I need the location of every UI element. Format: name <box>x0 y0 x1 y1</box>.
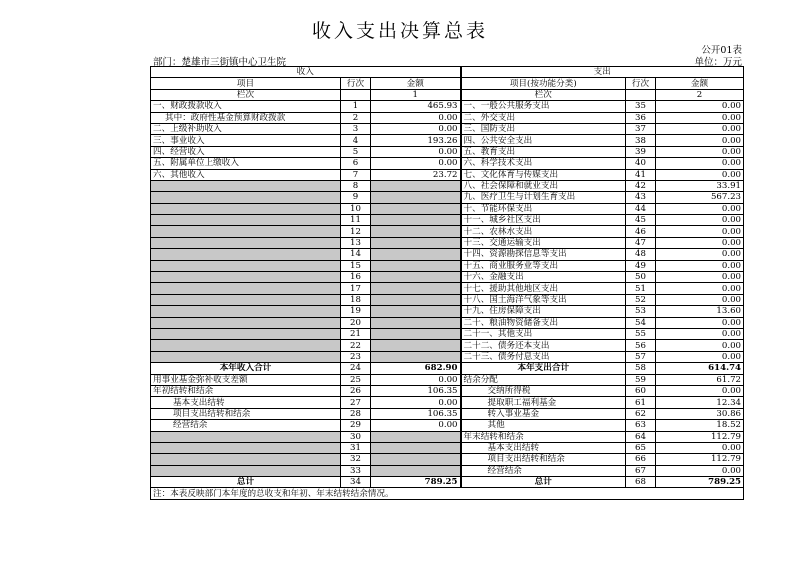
income-line-number: 2 <box>341 112 371 123</box>
income-line-number: 15 <box>341 260 371 271</box>
expense-line-number: 48 <box>626 249 656 260</box>
table-row <box>151 328 744 339</box>
income-amount <box>371 294 461 305</box>
expense-amount: 0.00 <box>656 283 744 294</box>
income-amount <box>371 454 461 465</box>
income-item-label <box>151 226 341 237</box>
income-item-label: 经营结余 <box>151 420 341 431</box>
table-row <box>151 454 744 465</box>
expense-item-label: 九、医疗卫生与计划生育支出 <box>461 192 626 203</box>
table-row <box>151 397 744 408</box>
income-item-label <box>151 340 341 351</box>
income-item-label <box>151 192 341 203</box>
expense-line-number: 64 <box>626 431 656 442</box>
income-item-label <box>151 283 341 294</box>
income-line-number: 13 <box>341 237 371 248</box>
expense-item-label: 十七、援助其他地区支出 <box>461 283 626 294</box>
income-line-number: 7 <box>341 169 371 180</box>
expense-line-number: 36 <box>626 112 656 123</box>
expense-item-label: 五、教育支出 <box>461 146 626 157</box>
income-item-label: 二、上级补助收入 <box>151 123 341 134</box>
expense-col-number: 2 <box>656 89 744 100</box>
expense-item-label: 一、一般公共服务支出 <box>461 101 626 112</box>
income-amount: 682.90 <box>371 363 461 374</box>
table-row <box>151 431 744 442</box>
expense-line-number: 62 <box>626 408 656 419</box>
income-amount <box>371 180 461 191</box>
table-row <box>151 203 744 214</box>
expense-amount: 567.23 <box>656 192 744 203</box>
table-row <box>151 351 744 362</box>
expense-line-number: 60 <box>626 385 656 396</box>
income-item-label <box>151 431 341 442</box>
expense-amount: 13.60 <box>656 306 744 317</box>
table-row <box>151 226 744 237</box>
expense-item-label: 八、社会保障和就业支出 <box>461 180 626 191</box>
income-line-number: 33 <box>341 465 371 476</box>
expense-item-label: 基本支出结转 <box>461 442 626 453</box>
income-amount: 0.00 <box>371 146 461 157</box>
income-amount <box>371 431 461 442</box>
table-row <box>151 340 744 351</box>
income-item-label <box>151 237 341 248</box>
expense-amount: 12.34 <box>656 397 744 408</box>
income-line-number: 4 <box>341 135 371 146</box>
table-row <box>151 420 744 431</box>
expense-item-label: 二十、粮油物资储备支出 <box>461 317 626 328</box>
expense-line-header: 行次 <box>626 78 656 89</box>
income-item-label: 一、财政拨款收入 <box>151 101 341 112</box>
expense-line-number: 46 <box>626 226 656 237</box>
income-item-label: 六、其他收入 <box>151 169 341 180</box>
expense-line-number: 58 <box>626 363 656 374</box>
table-row <box>151 374 744 385</box>
expense-item-label: 四、公共安全支出 <box>461 135 626 146</box>
expense-item-label: 提取职工福利基金 <box>461 397 626 408</box>
column-header-row <box>151 78 744 89</box>
expense-col-label: 栏次 <box>461 89 626 100</box>
expense-amount: 0.00 <box>656 112 744 123</box>
expense-amount-header: 金额 <box>656 78 744 89</box>
income-amount: 0.00 <box>371 158 461 169</box>
note-row <box>151 488 744 499</box>
income-line-number: 27 <box>341 397 371 408</box>
expense-line-number: 44 <box>626 203 656 214</box>
income-line-number: 30 <box>341 431 371 442</box>
income-amount: 0.00 <box>371 397 461 408</box>
table-row <box>151 283 744 294</box>
expense-amount: 0.00 <box>656 249 744 260</box>
income-amount <box>371 192 461 203</box>
expense-amount: 0.00 <box>656 340 744 351</box>
expense-amount: 33.91 <box>656 180 744 191</box>
year-total-row <box>151 363 744 374</box>
expense-item-label: 十二、农林水支出 <box>461 226 626 237</box>
department-label: 部门：楚雄市三街镇中心卫生院 <box>153 57 287 68</box>
table-row <box>151 294 744 305</box>
unit-label: 单位：万元 <box>694 57 742 68</box>
column-number-row <box>151 89 744 100</box>
expense-item-label: 总计 <box>461 477 626 488</box>
income-line-number: 14 <box>341 249 371 260</box>
summary-table <box>150 66 744 500</box>
income-line-number: 29 <box>341 420 371 431</box>
income-item-label <box>151 215 341 226</box>
income-amount <box>371 351 461 362</box>
income-amount: 0.00 <box>371 112 461 123</box>
income-item-label <box>151 272 341 283</box>
income-amount <box>371 226 461 237</box>
expense-line-number: 41 <box>626 169 656 180</box>
expense-line-number: 59 <box>626 374 656 385</box>
expense-item-label: 十六、金融支出 <box>461 272 626 283</box>
income-item-label: 本年收入合计 <box>151 363 341 374</box>
table-row <box>151 135 744 146</box>
expense-item-label: 十八、国土海洋气象等支出 <box>461 294 626 305</box>
income-amount <box>371 442 461 453</box>
income-item-label <box>151 351 341 362</box>
table-row <box>151 272 744 283</box>
expense-amount: 112.79 <box>656 454 744 465</box>
expense-line-number: 52 <box>626 294 656 305</box>
income-line-number: 34 <box>341 477 371 488</box>
income-line-number: 5 <box>341 146 371 157</box>
income-line-number: 1 <box>341 101 371 112</box>
expense-item-label: 本年支出合计 <box>461 363 626 374</box>
income-item-header: 项目 <box>151 78 341 89</box>
income-item-label: 项目支出结转和结余 <box>151 408 341 419</box>
expense-item-label: 十九、住房保障支出 <box>461 306 626 317</box>
expense-item-label: 十一、城乡社区支出 <box>461 215 626 226</box>
income-item-label: 其中：政府性基金预算财政拨款 <box>151 112 341 123</box>
income-amount <box>371 340 461 351</box>
expense-line-number: 66 <box>626 454 656 465</box>
expense-item-label: 二十二、债务还本支出 <box>461 340 626 351</box>
income-item-label: 三、事业收入 <box>151 135 341 146</box>
table-row <box>151 169 744 180</box>
expense-line-number: 54 <box>626 317 656 328</box>
income-col-number: 1 <box>371 89 461 100</box>
income-col-label: 栏次 <box>151 89 341 100</box>
table-row <box>151 408 744 419</box>
expense-line-number: 37 <box>626 123 656 134</box>
expense-item-label: 十四、资源勘探信息等支出 <box>461 249 626 260</box>
expense-item-label: 结余分配 <box>461 374 626 385</box>
expense-amount: 0.00 <box>656 123 744 134</box>
expense-line-number: 67 <box>626 465 656 476</box>
expense-amount: 0.00 <box>656 385 744 396</box>
income-item-label <box>151 249 341 260</box>
expense-item-label: 转入事业基金 <box>461 408 626 419</box>
income-item-label: 年初结转和结余 <box>151 385 341 396</box>
income-amount: 106.35 <box>371 408 461 419</box>
income-line-number: 16 <box>341 272 371 283</box>
income-item-label <box>151 454 341 465</box>
expense-section-header: 支出 <box>461 67 744 78</box>
income-amount: 0.00 <box>371 374 461 385</box>
income-amount <box>371 272 461 283</box>
table-row <box>151 146 744 157</box>
income-line-number: 31 <box>341 442 371 453</box>
income-line-number: 26 <box>341 385 371 396</box>
income-line-number: 3 <box>341 123 371 134</box>
income-item-label <box>151 328 341 339</box>
expense-item-label: 十五、商业服务业等支出 <box>461 260 626 271</box>
form-code: 公开01表 <box>701 45 742 56</box>
income-amount-header: 金额 <box>371 78 461 89</box>
expense-line-number: 63 <box>626 420 656 431</box>
expense-line-number: 68 <box>626 477 656 488</box>
income-item-label: 五、附属单位上缴收入 <box>151 158 341 169</box>
expense-amount: 0.00 <box>656 169 744 180</box>
table-row <box>151 260 744 271</box>
report-title: 收入支出决算总表 <box>311 20 488 42</box>
expense-amount: 0.00 <box>656 158 744 169</box>
income-section-header: 收入 <box>151 67 461 78</box>
expense-item-label: 六、科学技术支出 <box>461 158 626 169</box>
income-line-number: 23 <box>341 351 371 362</box>
table-row <box>151 385 744 396</box>
income-amount: 465.93 <box>371 101 461 112</box>
expense-line-number: 57 <box>626 351 656 362</box>
expense-item-label: 二十三、债务付息支出 <box>461 351 626 362</box>
income-amount <box>371 465 461 476</box>
expense-line-number: 39 <box>626 146 656 157</box>
table-row <box>151 215 744 226</box>
income-line-header: 行次 <box>341 78 371 89</box>
expense-line-number: 55 <box>626 328 656 339</box>
expense-amount: 614.74 <box>656 363 744 374</box>
income-line-number: 10 <box>341 203 371 214</box>
expense-line-number: 51 <box>626 283 656 294</box>
expense-line-number: 50 <box>626 272 656 283</box>
expense-line-number: 42 <box>626 180 656 191</box>
expense-amount: 0.00 <box>656 203 744 214</box>
table-row <box>151 101 744 112</box>
income-col-line-blank <box>341 89 371 100</box>
income-amount <box>371 249 461 260</box>
expense-line-number: 49 <box>626 260 656 271</box>
table-row <box>151 317 744 328</box>
table-row <box>151 306 744 317</box>
expense-amount: 0.00 <box>656 465 744 476</box>
expense-item-label: 年末结转和结余 <box>461 431 626 442</box>
expense-item-label: 三、国防支出 <box>461 123 626 134</box>
expense-amount: 0.00 <box>656 101 744 112</box>
income-line-number: 21 <box>341 328 371 339</box>
income-amount: 789.25 <box>371 477 461 488</box>
income-amount: 193.26 <box>371 135 461 146</box>
income-line-number: 9 <box>341 192 371 203</box>
expense-line-number: 40 <box>626 158 656 169</box>
table-row <box>151 158 744 169</box>
income-amount <box>371 215 461 226</box>
expense-amount: 30.86 <box>656 408 744 419</box>
expense-amount: 112.79 <box>656 431 744 442</box>
expense-line-number: 43 <box>626 192 656 203</box>
income-amount: 0.00 <box>371 123 461 134</box>
expense-amount: 0.00 <box>656 146 744 157</box>
income-item-label: 四、经营收入 <box>151 146 341 157</box>
expense-item-label: 交纳所得税 <box>461 385 626 396</box>
income-line-number: 19 <box>341 306 371 317</box>
expense-item-label: 二、外交支出 <box>461 112 626 123</box>
income-item-label <box>151 260 341 271</box>
expense-item-label: 项目支出结转和结余 <box>461 454 626 465</box>
expense-col-line-blank <box>626 89 656 100</box>
expense-line-number: 53 <box>626 306 656 317</box>
expense-item-label: 十三、交通运输支出 <box>461 237 626 248</box>
income-item-label <box>151 203 341 214</box>
expense-amount: 0.00 <box>656 272 744 283</box>
income-line-number: 17 <box>341 283 371 294</box>
income-line-number: 25 <box>341 374 371 385</box>
expense-amount: 0.00 <box>656 317 744 328</box>
income-item-label <box>151 465 341 476</box>
table-row <box>151 192 744 203</box>
expense-line-number: 65 <box>626 442 656 453</box>
expense-amount: 61.72 <box>656 374 744 385</box>
expense-amount: 0.00 <box>656 442 744 453</box>
income-amount <box>371 283 461 294</box>
table-row <box>151 180 744 191</box>
table-row <box>151 249 744 260</box>
income-item-label <box>151 180 341 191</box>
section-header-row <box>151 67 744 78</box>
expense-item-label: 其他 <box>461 420 626 431</box>
income-line-number: 11 <box>341 215 371 226</box>
income-amount: 23.72 <box>371 169 461 180</box>
table-row <box>151 442 744 453</box>
income-item-label <box>151 294 341 305</box>
income-line-number: 6 <box>341 158 371 169</box>
expense-amount: 0.00 <box>656 226 744 237</box>
expense-item-label: 十、节能环保支出 <box>461 203 626 214</box>
expense-line-number: 61 <box>626 397 656 408</box>
income-item-label <box>151 317 341 328</box>
expense-line-number: 47 <box>626 237 656 248</box>
income-amount <box>371 317 461 328</box>
expense-amount: 0.00 <box>656 294 744 305</box>
expense-amount: 0.00 <box>656 351 744 362</box>
expense-line-number: 45 <box>626 215 656 226</box>
income-amount: 0.00 <box>371 420 461 431</box>
income-amount <box>371 203 461 214</box>
expense-amount: 0.00 <box>656 135 744 146</box>
income-line-number: 18 <box>341 294 371 305</box>
income-line-number: 8 <box>341 180 371 191</box>
expense-amount: 789.25 <box>656 477 744 488</box>
income-item-label: 总计 <box>151 477 341 488</box>
income-line-number: 22 <box>341 340 371 351</box>
expense-item-label: 七、文化体育与传媒支出 <box>461 169 626 180</box>
income-amount: 106.35 <box>371 385 461 396</box>
income-item-label: 基本支出结转 <box>151 397 341 408</box>
expense-amount: 0.00 <box>656 260 744 271</box>
income-line-number: 24 <box>341 363 371 374</box>
expense-line-number: 35 <box>626 101 656 112</box>
income-amount <box>371 328 461 339</box>
income-line-number: 20 <box>341 317 371 328</box>
expense-item-label: 二十一、其他支出 <box>461 328 626 339</box>
expense-amount: 18.52 <box>656 420 744 431</box>
expense-line-number: 38 <box>626 135 656 146</box>
income-item-label <box>151 306 341 317</box>
income-item-label <box>151 442 341 453</box>
expense-item-header: 项目(按功能分类) <box>461 78 626 89</box>
table-row <box>151 112 744 123</box>
table-note: 注：本表反映部门本年度的总收支和年初、年末结转结余情况。 <box>151 488 744 499</box>
income-amount <box>371 237 461 248</box>
grand-total-row <box>151 477 744 488</box>
table-row <box>151 123 744 134</box>
table-row <box>151 465 744 476</box>
expense-amount: 0.00 <box>656 328 744 339</box>
expense-line-number: 56 <box>626 340 656 351</box>
income-line-number: 32 <box>341 454 371 465</box>
income-amount <box>371 306 461 317</box>
table-row <box>151 237 744 248</box>
income-line-number: 12 <box>341 226 371 237</box>
expense-amount: 0.00 <box>656 215 744 226</box>
income-item-label: 用事业基金弥补收支差额 <box>151 374 341 385</box>
income-amount <box>371 260 461 271</box>
income-line-number: 28 <box>341 408 371 419</box>
expense-item-label: 经营结余 <box>461 465 626 476</box>
expense-amount: 0.00 <box>656 237 744 248</box>
